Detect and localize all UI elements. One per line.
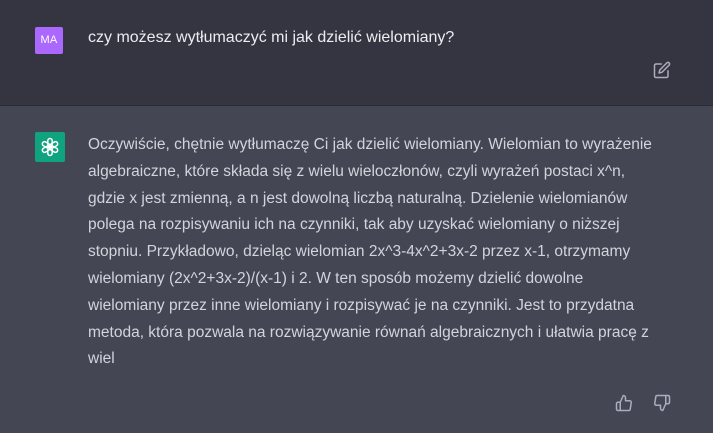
message-line: polega na rozpisywaniu ich na czynniki, tak aby uzyskać wielomiany o niższej bbox=[88, 216, 620, 234]
edit-icon[interactable] bbox=[653, 61, 671, 79]
user-message bbox=[0, 0, 713, 106]
message-line: wielomiany przez inne wielomiany i rozpisywać je na czynniki. Jest to przydatna bbox=[88, 296, 635, 314]
assistant-message bbox=[0, 106, 713, 433]
message-line: algebraiczne, które składa się z wielu wieloczłonów, czyli wyrażeń postaci x^n, bbox=[88, 162, 626, 180]
message-line: Oczywiście, chętnie wytłumaczę Ci jak dzielić wielomiany. Wielomian to wyrażenie bbox=[88, 136, 652, 153]
user-avatar: MA bbox=[35, 27, 63, 54]
thumbs-up-icon[interactable] bbox=[615, 394, 633, 412]
thumbs-down-icon[interactable] bbox=[653, 394, 671, 412]
message-line: metoda, która pozwala na rozwiązywanie równań algebraicznych i ułatwia pracę z bbox=[88, 323, 649, 341]
user-message-text: czy możesz wytłumaczyć mi jak dzielić wielomiany? bbox=[88, 29, 455, 46]
message-line: wiel bbox=[88, 350, 115, 368]
assistant-message-text bbox=[88, 132, 688, 373]
openai-logo-icon bbox=[35, 132, 65, 162]
message-line: wielomiany (2x^2+3x-2)/(x-1) i 2. W ten sposób możemy dzielić dowolne bbox=[88, 269, 584, 287]
message-line: stopniu. Przykładowo, dzieląc wielomian 2x^3-4x^2+3x-2 przez x-1, otrzymamy bbox=[88, 243, 631, 261]
message-line: gdzie x jest zmienną, a n jest dowolną liczbą naturalną. Dzielenie wielomianów bbox=[88, 189, 628, 207]
